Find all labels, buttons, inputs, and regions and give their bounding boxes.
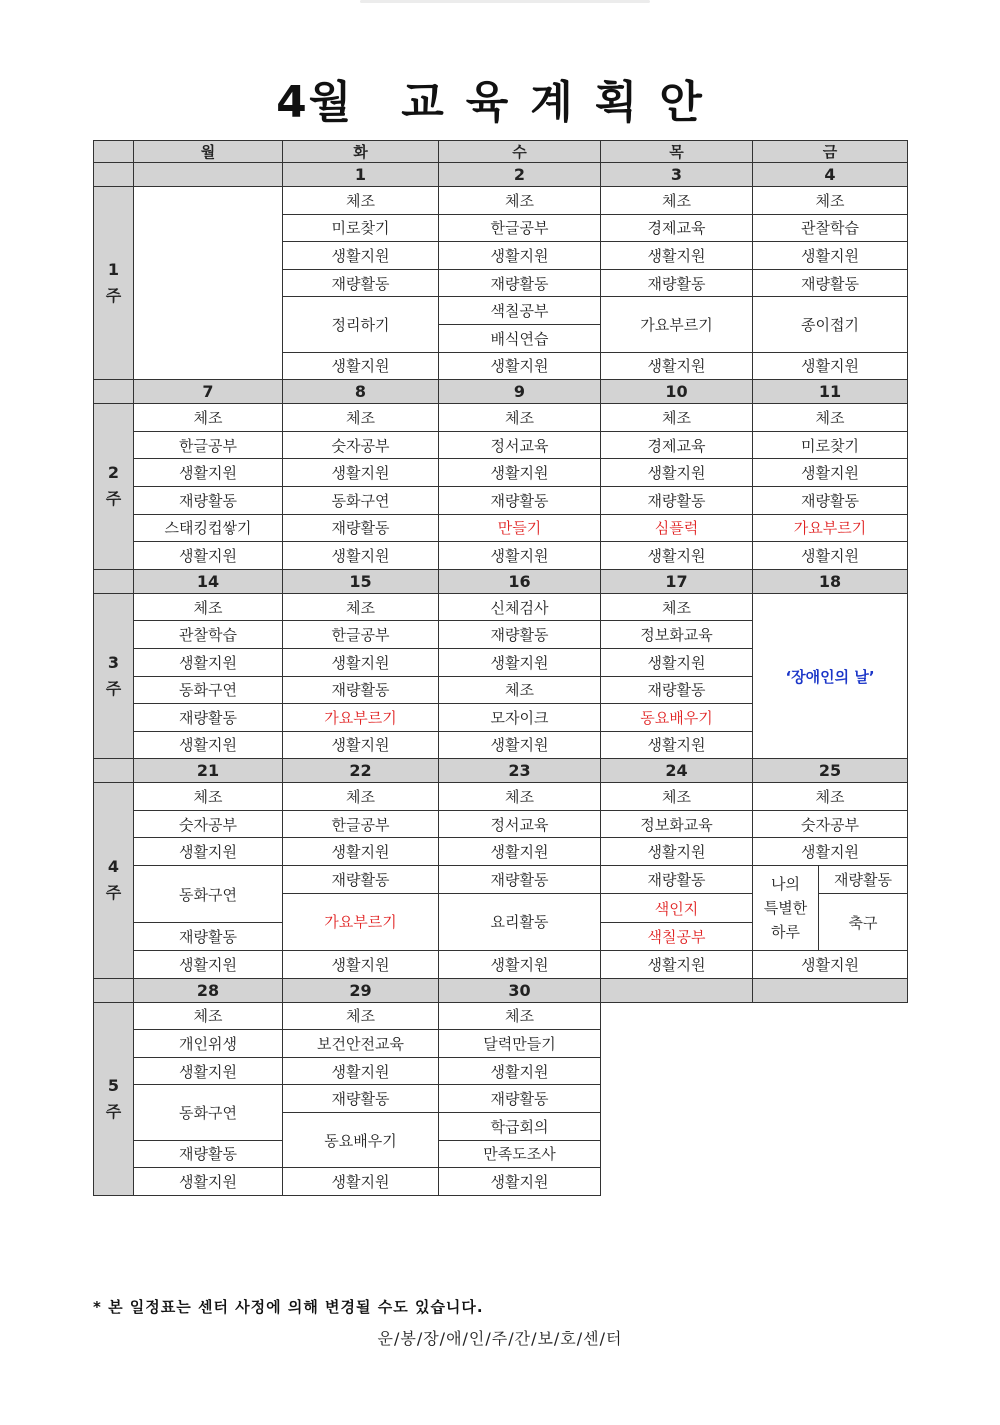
date-blank (94, 380, 134, 404)
activity-cell: 생활지원 (283, 242, 439, 270)
page-title (0, 66, 1000, 130)
activity-cell: 만족도조사 (439, 1140, 601, 1168)
activity-cell: 재량활동 (283, 866, 439, 894)
activity-cell: 생활지원 (439, 648, 601, 676)
activity-cell: 생활지원 (439, 1057, 601, 1085)
date-cell: 30 (439, 978, 601, 1002)
activity-cell: 보건안전교육 (283, 1030, 439, 1058)
activity-cell: 생활지원 (753, 459, 908, 487)
activity-cell: 생활지원 (601, 459, 753, 487)
activity-cell-highlight: 만들기 (439, 514, 601, 542)
date-blank (94, 569, 134, 593)
activity-cell: 모자이크 (439, 704, 601, 732)
date-cell: 18 (753, 569, 908, 593)
activity-cell-highlight: 가요부르기 (283, 704, 439, 732)
top-edge-mark (360, 0, 650, 3)
activity-cell: 생활지원 (283, 352, 439, 380)
title-month: 4월 (276, 77, 354, 128)
activity-cell: 재량활동 (439, 866, 601, 894)
activity-cell: 체조 (601, 783, 753, 811)
activity-cell: 한글공부 (283, 621, 439, 649)
activity-cell: 한글공부 (283, 810, 439, 838)
activity-cell: 생활지원 (134, 951, 283, 979)
activity-cell: 스태킹컵쌓기 (134, 514, 283, 542)
date-cell: 22 (283, 759, 439, 783)
activity-cell: 생활지원 (439, 838, 601, 866)
date-cell: 11 (753, 380, 908, 404)
activity-cell: 생활지원 (134, 1168, 283, 1196)
date-blank (94, 759, 134, 783)
date-blank (94, 163, 134, 187)
activity-cell: 재량활동 (439, 269, 601, 297)
schedule-table (93, 140, 908, 1196)
activity-cell-highlight: 색칠공부 (601, 923, 753, 951)
activity-cell: 축구 (848, 913, 878, 932)
activity-cell: 생활지원 (601, 731, 753, 759)
activity-cell: 정보화교육 (601, 810, 753, 838)
day-header-mon: 월 (134, 141, 283, 163)
week-label-3: 3 주 (94, 593, 134, 759)
date-cell (601, 978, 753, 1002)
activity-cell: 생활지원 (134, 1057, 283, 1085)
activity-cell: 학급회의 (439, 1113, 601, 1141)
activity-cell: 숫자공부 (134, 810, 283, 838)
week3-date-row (94, 569, 908, 593)
activity-cell: 생활지원 (601, 648, 753, 676)
date-blank (94, 978, 134, 1002)
activity-cell: 생활지원 (753, 951, 908, 979)
activity-cell: 요리활동 (439, 893, 601, 950)
activity-cell: 동화구연 (134, 866, 283, 923)
activity-cell: 생활지원 (134, 731, 283, 759)
date-cell: 17 (601, 569, 753, 593)
activity-cell: 체조 (283, 1002, 439, 1030)
activity-cell: 재량활동 (283, 514, 439, 542)
activity-cell: 미로찾기 (753, 431, 908, 459)
activity-cell: 체조 (753, 404, 908, 432)
activity-cell: 생활지원 (753, 542, 908, 570)
schedule-change-note: * 본 일정표는 센터 사정에 의해 변경될 수도 있습니다. (93, 1298, 484, 1316)
activity-cell: 재량활동 (601, 866, 753, 894)
activity-cell: 생활지원 (134, 838, 283, 866)
date-cell: 15 (283, 569, 439, 593)
activity-cell: 체조 (439, 1002, 601, 1030)
activity-cell: 재량활동 (819, 866, 908, 894)
activity-cell: 재량활동 (439, 486, 601, 514)
activity-cell: 정서교육 (439, 431, 601, 459)
activity-cell: 종이접기 (753, 297, 908, 352)
activity-cell: 체조 (283, 783, 439, 811)
activity-cell: 체조 (134, 1002, 283, 1030)
activity-cell: 정보화교육 (601, 621, 753, 649)
activity-cell: 경제교육 (601, 214, 753, 242)
activity-cell: 체조 (753, 187, 908, 215)
activity-cell: 생활지원 (753, 838, 908, 866)
activity-cell: 생활지원 (601, 838, 753, 866)
activity-cell: 체조 (283, 404, 439, 432)
week1-date-row (94, 163, 908, 187)
activity-cell: 체조 (601, 404, 753, 432)
activity-cell: 생활지원 (283, 459, 439, 487)
activity-cell: 개인위생 (134, 1030, 283, 1058)
activity-cell: 정서교육 (439, 810, 601, 838)
activity-cell: 재량활동 (601, 269, 753, 297)
activity-cell: 재량활동 (283, 1085, 439, 1113)
activity-cell: 숫자공부 (753, 810, 908, 838)
week4-date-row (94, 759, 908, 783)
activity-cell: 동요배우기 (283, 1113, 439, 1168)
activity-cell: 관찰학습 (753, 214, 908, 242)
date-cell: 3 (601, 163, 753, 187)
activity-cell-highlight: 가요부르기 (283, 893, 439, 950)
activity-cell: 체조 (601, 593, 753, 621)
activity-cell: 재량활동 (601, 486, 753, 514)
empty-area (601, 1002, 908, 1195)
activity-cell: 생활지원 (753, 352, 908, 380)
activity-cell: 동화구연 (134, 676, 283, 704)
activity-cell: 재량활동 (134, 1140, 283, 1168)
date-cell: 23 (439, 759, 601, 783)
activity-cell-highlight: 동요배우기 (601, 704, 753, 732)
activity-cell: 생활지원 (283, 838, 439, 866)
activity-cell: 숫자공부 (283, 431, 439, 459)
activity-cell: 재량활동 (283, 269, 439, 297)
day-header-thu: 목 (601, 141, 753, 163)
activity-cell: 생활지원 (283, 1168, 439, 1196)
date-cell: 16 (439, 569, 601, 593)
activity-cell: 재량활동 (753, 269, 908, 297)
activity-cell: 가요부르기 (601, 297, 753, 352)
activity-cell: 한글공부 (134, 431, 283, 459)
activity-cell: 동화구연 (283, 486, 439, 514)
date-cell (134, 163, 283, 187)
corner-cell (94, 141, 134, 163)
date-cell: 8 (283, 380, 439, 404)
date-cell (753, 978, 908, 1002)
activity-cell: 재량활동 (753, 486, 908, 514)
activity-cell: 체조 (439, 404, 601, 432)
week2-date-row (94, 380, 908, 404)
activity-cell: 배식연습 (439, 324, 601, 352)
activity-cell: 체조 (134, 404, 283, 432)
activity-cell: 정리하기 (283, 297, 439, 352)
activity-cell: 생활지원 (134, 648, 283, 676)
activity-cell: 생활지원 (601, 951, 753, 979)
activity-cell: 색칠공부 (439, 297, 601, 325)
date-cell: 9 (439, 380, 601, 404)
activity-cell: 생활지원 (134, 542, 283, 570)
date-cell: 14 (134, 569, 283, 593)
activity-cell-highlight: 가요부르기 (753, 514, 908, 542)
activity-cell: 생활지원 (439, 951, 601, 979)
activity-cell: 체조 (134, 593, 283, 621)
activity-cell: 체조 (283, 187, 439, 215)
week5-date-row (94, 978, 908, 1002)
activity-cell: 생활지원 (439, 242, 601, 270)
activity-cell: 생활지원 (601, 542, 753, 570)
date-cell: 29 (283, 978, 439, 1002)
activity-cell: 체조 (439, 187, 601, 215)
activity-cell: 재량활동 (134, 486, 283, 514)
activity-cell: 한글공부 (439, 214, 601, 242)
title-text: 교육계획안 (401, 77, 724, 128)
activity-cell: 생활지원 (601, 242, 753, 270)
activity-cell: 신체검사 (439, 593, 601, 621)
date-cell: 2 (439, 163, 601, 187)
activity-cell: 생활지원 (439, 459, 601, 487)
activity-cell: 나의 특별한 하루 (753, 866, 819, 950)
activity-cell: 체조 (134, 783, 283, 811)
activity-cell: 생활지원 (439, 1168, 601, 1196)
week-label-1: 1 주 (94, 187, 134, 380)
activity-cell: 생활지원 (283, 1057, 439, 1085)
activity-cell: 재량활동 (283, 676, 439, 704)
empty-monday-cell (134, 187, 283, 380)
day-header-fri: 금 (753, 141, 908, 163)
week-label-5: 5 주 (94, 1002, 134, 1195)
date-cell: 25 (753, 759, 908, 783)
date-cell: 7 (134, 380, 283, 404)
activity-cell: 달력만들기 (439, 1030, 601, 1058)
activity-cell: 재량활동 (439, 621, 601, 649)
activity-cell: 재량활동 (439, 1085, 601, 1113)
activity-cell: 생활지원 (439, 352, 601, 380)
day-header-tue: 화 (283, 141, 439, 163)
activity-cell: 체조 (601, 187, 753, 215)
activity-cell-highlight: 색인지 (601, 893, 753, 923)
friday-split-table (753, 866, 907, 950)
activity-cell: 생활지원 (283, 542, 439, 570)
date-cell: 24 (601, 759, 753, 783)
date-cell: 4 (753, 163, 908, 187)
activity-cell: 체조 (283, 593, 439, 621)
activity-cell: 미로찾기 (283, 214, 439, 242)
friday-split-cell (753, 866, 908, 951)
activity-cell: 생활지원 (439, 731, 601, 759)
activity-cell: 생활지원 (283, 648, 439, 676)
activity-cell: 생활지원 (283, 951, 439, 979)
day-header-row (94, 141, 908, 163)
activity-cell: 생활지원 (753, 242, 908, 270)
activity-cell: 재량활동 (134, 704, 283, 732)
activity-cell: 동화구연 (134, 1085, 283, 1140)
week-label-4: 4 주 (94, 783, 134, 978)
activity-cell: 관찰학습 (134, 621, 283, 649)
special-day-cell: ‘장애인의 날’ (753, 593, 908, 759)
activity-cell: 체조 (439, 783, 601, 811)
week-label-2: 2 주 (94, 404, 134, 570)
activity-cell: 체조 (753, 783, 908, 811)
activity-cell-highlight: 심플럭 (601, 514, 753, 542)
activity-cell: 생활지원 (601, 352, 753, 380)
date-cell: 10 (601, 380, 753, 404)
date-cell: 28 (134, 978, 283, 1002)
activity-cell: 경제교육 (601, 431, 753, 459)
date-cell: 21 (134, 759, 283, 783)
activity-cell: 생활지원 (283, 731, 439, 759)
day-header-wed: 수 (439, 141, 601, 163)
date-cell: 1 (283, 163, 439, 187)
activity-cell: 생활지원 (439, 542, 601, 570)
center-name: 운/봉/장/애/인/주/간/보/호/센/터 (377, 1329, 623, 1348)
activity-cell: 재량활동 (601, 676, 753, 704)
activity-cell: 재량활동 (134, 923, 283, 951)
activity-cell: 생활지원 (134, 459, 283, 487)
activity-cell: 체조 (439, 676, 601, 704)
